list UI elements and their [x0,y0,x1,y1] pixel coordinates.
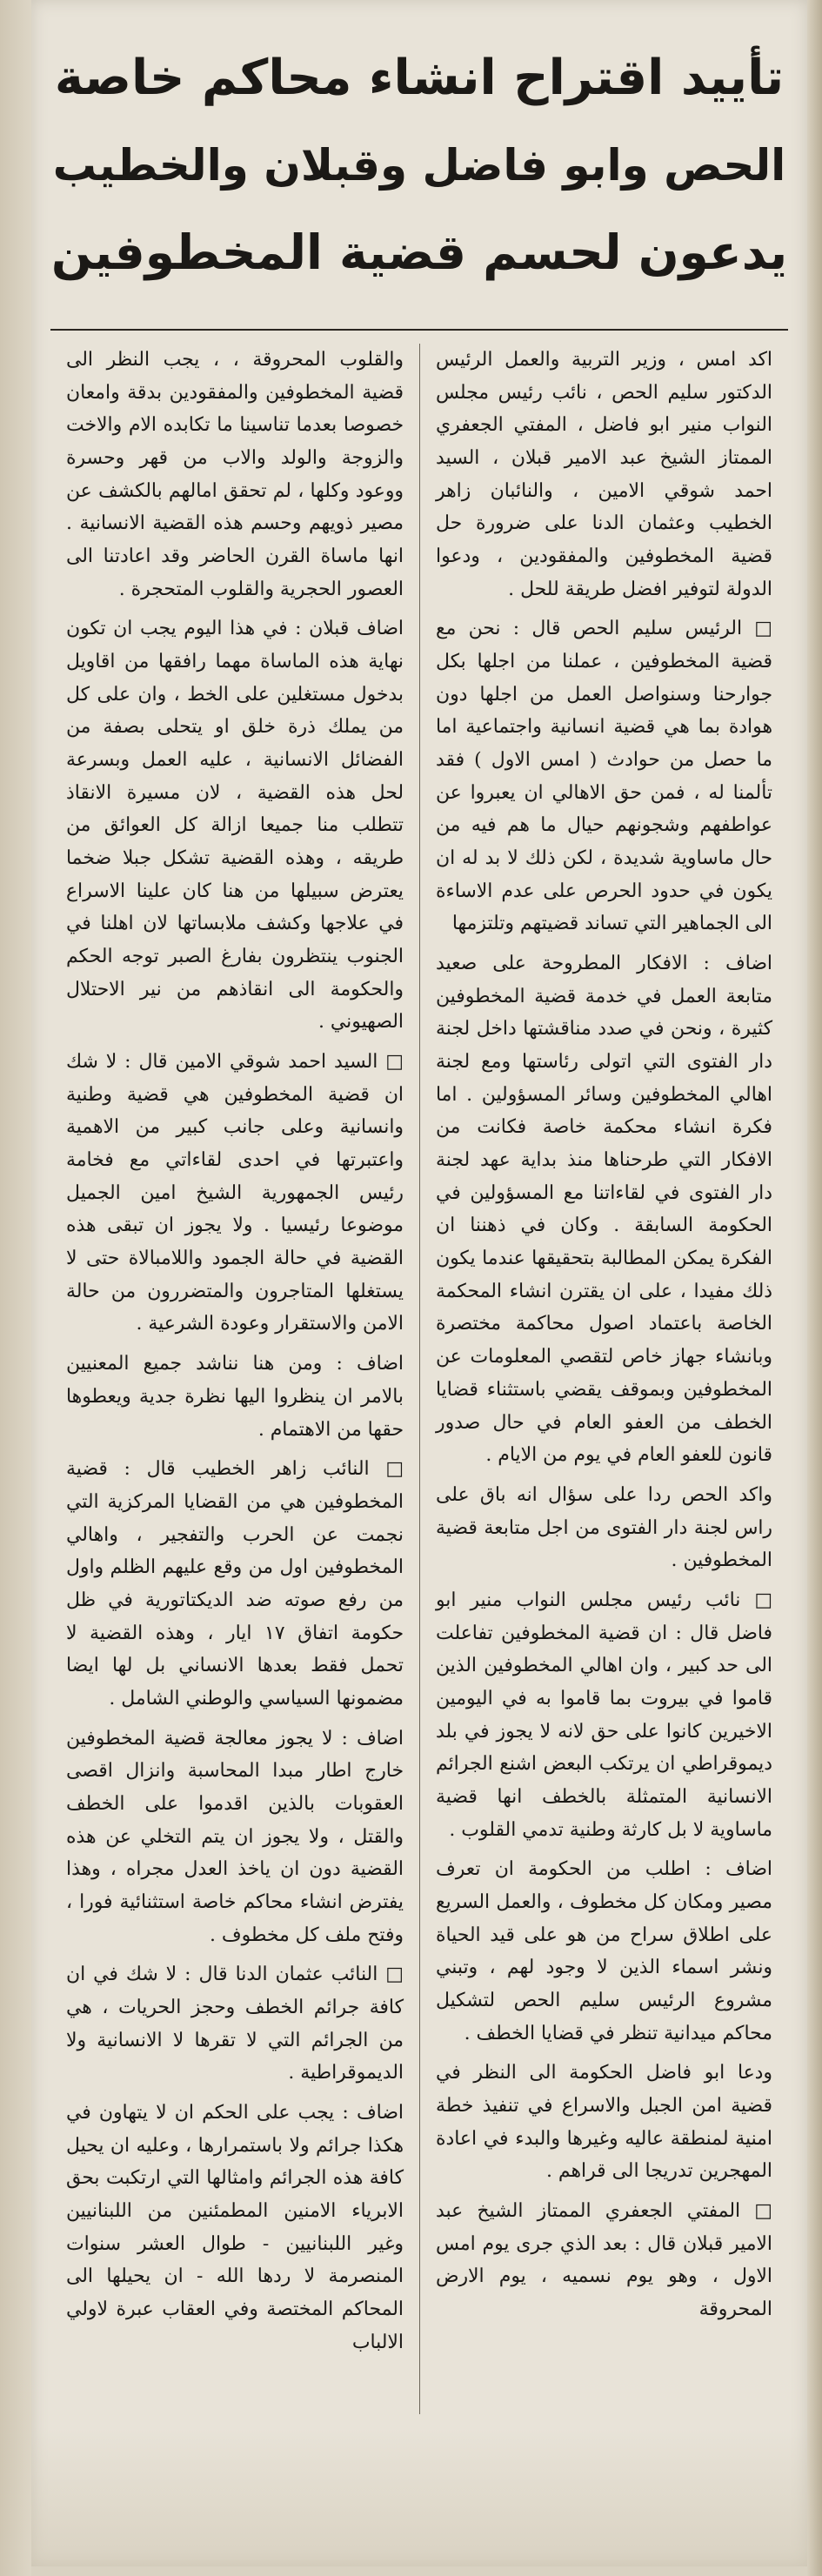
paragraph: اضاف : اطلب من الحكومة ان تعرف مصير ومكان كل مخطوف ، والعمل السريع على اطلاق سراح من هو على قيد الحياة ونشر اسماء الذين لا وجود لهم ، وتبني مشروع الرئيس سليم الحص لتشكيل محاكم ميدانية تنظر في قضايا الخطف . [436,1858,772,2044]
paragraph: ودعا ابو فاضل الحكومة الى النظر في قضية امن الجبل والاسراع في تنفيذ خطة امنية لمنطقة عاليه وغيرها والبدء في اعادة المهجرين تدريجا الى قراهم . [436,2062,772,2183]
paragraph: □ المفتي الجعفري الممتاز الشيخ عبد الامير قبلان قال : بعد الذي جرى يوم امس الاول ، وهو يوم نسميه ، يوم الارض المحروقة [436,2199,772,2320]
article-column-right [419,344,788,2414]
headline-rule [50,329,788,331]
paragraph: □ السيد احمد شوقي الامين قال : لا شك ان قضية المخطوفين هي قضية وطنية وانسانية وعلى جانب كبير من الاهمية واعتبرتها في احدى لقاءاتي مع فخامة رئيس الجمهورية الشيخ امين الجميل موضوعا رئيسيا . ولا يجوز ان تبقى هذه القضية في حالة الجمود واللامبالاة حتى لا يستغلها المتاجرون والمتضررون من حالة الامن والاستقرار وعودة الشرعية . [66,1051,404,1335]
paragraph: اكد امس ، وزير التربية والعمل الرئيس الدكتور سليم الحص ، نائب رئيس مجلس النواب منير ابو فاضل ، المفتي الجعفري الممتاز الشيخ عبد الامير قبلان ، السيد احمد شوقي الامين ، والنائبان زاهر الخطيب وعثمان الدنا على ضرورة حل قضية المخطوفين والمفقودين ، ودعوا الدولة لتوفير افضل طريقة للحل . [436,349,772,600]
paragraph: □ النائب عثمان الدنا قال : لا شك في ان كافة جرائم الخطف وحجز الحريات ، هي من الجرائم التي لا تقرها لا الانسانية ولا الديموقراطية . [66,1964,404,2084]
paragraph: والقلوب المحروقة ، ، يجب النظر الى قضية المخطوفين والمفقودين بدقة وامعان خصوصا بعدما تناسينا ما تكابده الام والاخت والزوجة والولد والاب من قهر وحسرة ووعود وكلها ، لم تحقق امالهم بالكشف عن مصير ذويهم وحسم هذه القضية الانسانية . انها ماساة القرن الحاضر وقد اعادتنا الى العصور الحجرية والقلوب المتحجرة . [66,349,404,600]
headline-line-3: يدعون لحسم قضية المخطوفين [50,224,788,280]
article-column-left [50,344,419,2414]
headline [49,35,790,322]
paragraph: □ النائب زاهر الخطيب قال : قضية المخطوفين هي من القضايا المركزية التي نجمت عن الحرب والتفجير ، واهالي المخطوفين اول من وقع عليهم الظلم واول من رفع صوته ضد الديكتاتورية في ظل حكومة اتفاق ١٧ ايار ، وهذه القضية لا تحمل فقط بعدها الانساني بل لها ايضا مضمونها السياسي والوطني الشامل . [66,1458,404,1710]
paragraph: اضاف : يجب على الحكم ان لا يتهاون في هكذا جرائم ولا باستمرارها ، وعليه ان يحيل كافة هذه الجرائم وامثالها التي ارتكبت بحق الابرياء الامنين المطمئنين من اللبنانيين وغير اللبنانيين - طوال العشر سنوات المنصرمة لا ردها الله - ان يحيلها الى المحاكم المختصة وفي العقاب عبرة لاولي الالباب [66,2101,404,2353]
headline-line-2: الحص وابو فاضل وقبلان والخطيب [52,140,786,191]
paragraph: □ الرئيس سليم الحص قال : نحن مع قضية المخطوفين ، عملنا من اجلها بكل جوارحنا وسنواصل العمل من اجلها دون هوادة بما هي قضية انسانية واجتماعية اما ما حصل من حوادث ( امس الاول ) فقد تألمنا له ، فمن حق الاهالي ان يعبروا عن عواطفهم وشجونهم حيال ما هم فيه من حال ماساوية شديدة ، لكن ذلك لا بد له ان يكون في حدود الحرص على عدم الاساءة الى الجماهير التي تساند قضيتهم وتلتزمها [436,618,772,935]
page-left-margin [0,0,31,2576]
paragraph: اضاف قبلان : في هذا اليوم يجب ان تكون نهاية هذه الماساة مهما رافقها من اقاويل بدخول مستغلين على الخط ، وان على كل من يملك ذرة خلق او يتحلى بصفة من الفضائل الانسانية ، عليه العمل وبسرعة لحل هذه القضية ، لان مسيرة الانقاذ تتطلب منا جميعا ازالة كل العوائق من طريقه ، وهذه القضية تشكل جبلا ضخما يعترض سبيلها من هنا كان علينا الاسراع في علاجها وكشف ملابساتها لان اهلنا في الجنوب ينتظرون بفارغ الصبر توجه الحكم والحكومة الى انقاذهم من نير الاحتلال الصهيوني . [66,618,404,1034]
newspaper-clipping [31,0,807,2566]
paragraph: اضاف : لا يجوز معالجة قضية المخطوفين خارج اطار مبدا المحاسبة وانزال اقصى العقوبات بالذين اقدموا على الخطف والقتل ، ولا يجوز ان يتم التخلي عن هذه القضية دون ان ياخذ العدل مجراه ، وهذا يفترض انشاء محاكم خاصة استثنائية فورا ، وفتح ملف كل مخطوف . [66,1727,404,1946]
paragraph: اضاف : الافكار المطروحة على صعيد متابعة العمل في خدمة قضية المخطوفين كثيرة ، ونحن في صدد مناقشتها داخل لجنة دار الفتوى التي اتولى رئاستها ومع لجنة اهالي المخطوفين وسائر المسؤولين . اما فكرة انشاء محكمة خاصة فكانت من الافكار التي طرحناها منذ بداية عهد لجنة دار الفتوى في لقاءاتنا مع المسؤولين في الحكومة السابقة . وكان في ذهننا ان الفكرة يمكن المطالبة بتحقيقها عندما يكون ذلك مفيدا ، على ان يقترن انشاء المحكمة الخاصة باعتماد اصول محاكمة مختصرة وبانشاء جهاز خاص لتقصي المعلومات عن المخطوفين وبموقف يقضي باستثناء قضايا الخطف من العفو العام في حال صدور قانون للعفو العام في يوم من الايام . [436,953,772,1467]
headline-line-1: تأييد اقتراح انشاء محاكم خاصة [54,50,785,106]
paragraph: □ نائب رئيس مجلس النواب منير ابو فاضل قال : ان قضية المخطوفين تفاعلت الى حد كبير ، وان اهالي المخطوفين الذين قاموا في بيروت بما قاموا به في اليومين الاخيرين كانوا على حق لانه لا يجوز في بلد ديموقراطي ان يرتكب البعض اشنع الجرائم الانسانية المتمثلة بالخطف انها قضية ماساوية لا بل كارثة وطنية تدمي القلوب . [436,1589,772,1841]
page-right-margin [807,0,822,2576]
paragraph: اضاف : ومن هنا نناشد جميع المعنيين بالامر ان ينظروا اليها نظرة جدية ويعطوها حقها من الاهتمام . [66,1353,404,1441]
article-columns [50,344,788,2414]
paper-stain [31,2427,807,2566]
paragraph: واكد الحص ردا على سؤال انه باق على راس لجنة دار الفتوى من اجل متابعة قضية المخطوفين . [436,1483,772,1572]
